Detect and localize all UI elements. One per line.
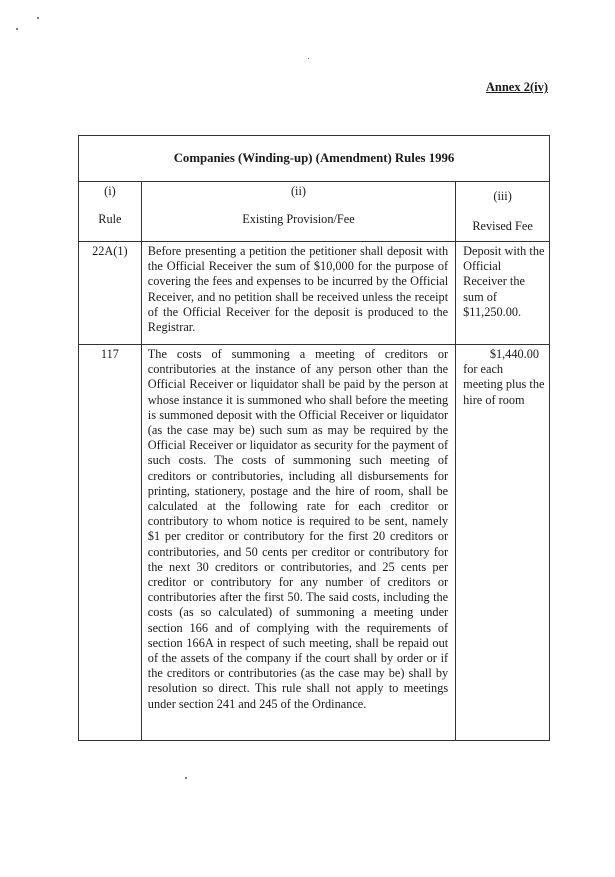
table-header-row [79, 182, 550, 242]
column-number: (ii) [290, 184, 306, 198]
column-header-existing-provision [141, 182, 455, 242]
column-label: Existing Provision/Fee [242, 212, 355, 227]
table-row [79, 345, 550, 741]
rule-number: 22A(1) [79, 242, 142, 345]
table-row [79, 242, 550, 345]
annex-label: Annex 2(iv) [485, 80, 548, 94]
column-label: Rule [98, 212, 122, 227]
column-header-rule [79, 182, 142, 242]
revised-fee [456, 345, 550, 741]
rule-number: 117 [79, 345, 142, 741]
column-number: (i) [104, 184, 116, 198]
existing-provision: Before presenting a petition the petitioner shall deposit with the Official Receiver the sum of $10,000 for the purpose of covering the fees and expenses to be incurred by the Official Receiver, and no petition shall be received unless the receipt of the Official Receiver for the deposit is produced to the Registrar. [141, 242, 455, 345]
scan-speck [16, 28, 18, 30]
scan-speck [185, 777, 187, 779]
scan-speck [37, 17, 39, 19]
revised-fee-text: for each meeting plus the hire of room [463, 362, 545, 407]
fee-revision-table [78, 135, 550, 741]
scan-speck [308, 58, 309, 59]
existing-provision: The costs of summoning a meeting of creditors or contributories at the instance of any person other than the Official Receiver or liquidator shall be paid by the person at whose instance it is summoned who shall before the meeting is summoned deposit with the Official Receiver or liquidator (as the case may be) such sum as may be required by the Official Receiver or liquidator as security for the payment of such costs. The costs of summoning such meeting of creditors or contributories, including all disbursements for printing, stationery, postage and the hire of room, shall be calculated at the following rate for each creditor or contributory to whom notice is required to be sent, namely $1 per creditor or contributory for the first 20 creditors or contributories, and 50 cents per creditor or contributory for the next 30 creditors or contributories, and 25 cents per creditor or contributory for any number of creditors or contributories after the first 50. The said costs, including the costs (as so calculated) of summoning a meeting under section 166 and of complying with the requirements of section 166A in respect of such meeting, shall be repaid out of the assets of the company if the court shall by order or if the creditors or contributories (as the case may be) shall by resolution so direct. This rule shall not apply to meetings under section 241 and 245 of the Ordinance. [141, 345, 455, 741]
column-number: (iii) [493, 189, 512, 203]
column-label: Revised Fee [472, 219, 533, 234]
table-title-row [79, 136, 550, 182]
revised-fee-text: Deposit with the Official Receiver the sum of $11,250.00. [463, 244, 545, 319]
column-header-revised-fee [456, 182, 550, 242]
revised-fee [456, 242, 550, 345]
table-title: Companies (Winding-up) (Amendment) Rules 1996 [79, 136, 550, 182]
revised-fee-amount: $1,440.00 [489, 347, 539, 361]
